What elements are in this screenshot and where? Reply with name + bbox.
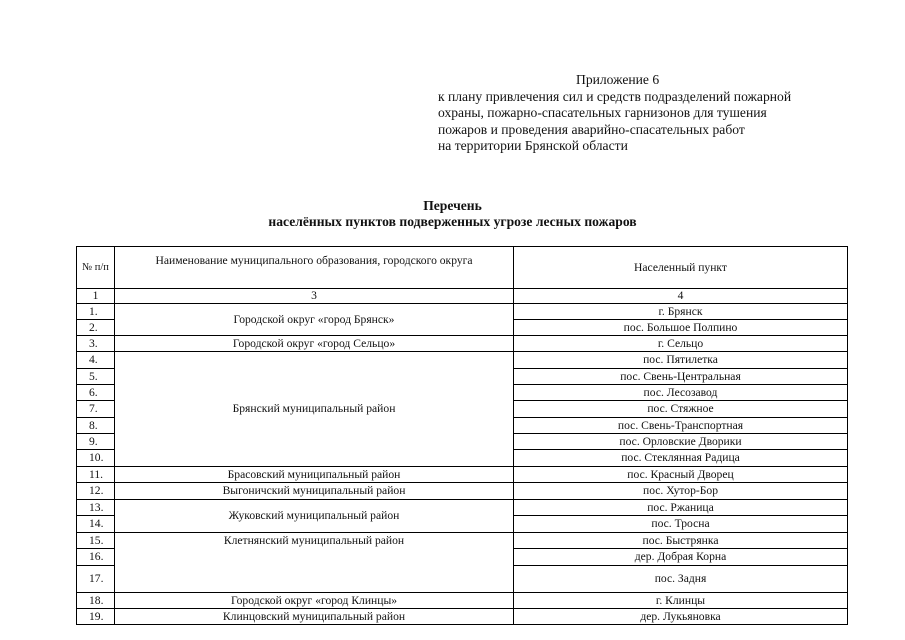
appendix-block (438, 72, 858, 155)
row-number: 6. (77, 385, 115, 401)
settlement-name: г. Сельцо (514, 336, 848, 352)
appendix-line: охраны, пожарно-спасательных гарнизонов для тушения (438, 105, 767, 120)
table-row (77, 533, 848, 549)
row-number: 4. (77, 352, 115, 369)
row-number: 2. (77, 320, 115, 336)
list-subtitle: населённых пунктов подверженных угрозе лесных пожаров (268, 214, 637, 229)
municipality-name: Городской округ «город Клинцы» (115, 593, 514, 609)
appendix-title: Приложение 6 (576, 72, 660, 87)
table-row (77, 593, 848, 609)
settlement-name: г. Клинцы (514, 593, 848, 609)
row-number: 5. (77, 369, 115, 385)
row-number: 18. (77, 593, 115, 609)
table-row (77, 500, 848, 516)
row-number: 9. (77, 434, 115, 450)
settlement-name: пос. Стеклянная Радица (514, 450, 848, 467)
settlement-name: пос. Тросна (514, 516, 848, 533)
list-title: Перечень (423, 198, 482, 213)
row-number: 8. (77, 418, 115, 434)
table-row (77, 467, 848, 483)
settlement-name: пос. Пятилетка (514, 352, 848, 369)
header-settlement: Населенный пункт (514, 247, 848, 289)
column-number-row (77, 289, 848, 304)
settlement-name: пос. Лесозавод (514, 385, 848, 401)
settlement-name: дер. Лукьяновка (514, 609, 848, 625)
municipality-name: Клинцовский муниципальный район (115, 609, 514, 625)
settlement-name: пос. Большое Полпино (514, 320, 848, 336)
appendix-line: к плану привлечения сил и средств подразделений пожарной (438, 88, 792, 104)
row-number: 7. (77, 401, 115, 418)
municipality-name: Брянский муниципальный район (115, 352, 514, 467)
settlement-name: пос. Стяжное (514, 401, 848, 418)
header-name: Наименование муниципального образования, городского округа (115, 247, 514, 289)
row-number: 15. (77, 533, 115, 549)
row-number: 17. (77, 566, 115, 593)
municipality-name: Городской округ «город Сельцо» (115, 336, 514, 352)
row-number: 16. (77, 549, 115, 566)
row-number: 3. (77, 336, 115, 352)
table-row (77, 352, 848, 369)
settlement-name: пос. Красный Дворец (514, 467, 848, 483)
col-number: 3 (115, 289, 514, 304)
appendix-line: на территории Брянской области (438, 138, 628, 153)
municipality-name: Брасовский муниципальный район (115, 467, 514, 483)
row-number: 11. (77, 467, 115, 483)
settlement-name: г. Брянск (514, 304, 848, 320)
col-number: 4 (514, 289, 848, 304)
municipality-name: Городской округ «город Брянск» (115, 304, 514, 336)
settlement-name: пос. Быстрянка (514, 533, 848, 549)
settlement-name: пос. Хутор-Бор (514, 483, 848, 500)
row-number: 19. (77, 609, 115, 625)
col-number: 1 (77, 289, 115, 304)
settlement-name: пос. Ржаница (514, 500, 848, 516)
municipality-name: Жуковский муниципальный район (115, 500, 514, 533)
row-number: 13. (77, 500, 115, 516)
header-num: № п/п (77, 247, 115, 289)
row-number: 10. (77, 450, 115, 467)
row-number: 1. (77, 304, 115, 320)
settlement-name: пос. Задня (514, 566, 848, 593)
settlement-name: дер. Добрая Корна (514, 549, 848, 566)
table-row (77, 304, 848, 320)
table-row (77, 483, 848, 500)
table-header-row (77, 247, 848, 289)
settlement-name: пос. Свень-Центральная (514, 369, 848, 385)
municipality-name: Клетнянский муниципальный район (115, 533, 514, 593)
municipality-name: Выгоничский муниципальный район (115, 483, 514, 500)
table-row (77, 609, 848, 625)
row-number: 14. (77, 516, 115, 533)
settlement-name: пос. Орловские Дворики (514, 434, 848, 450)
settlements-table (76, 246, 848, 625)
appendix-line: пожаров и проведения аварийно-спасательных работ (438, 121, 745, 137)
settlement-name: пос. Свень-Транспортная (514, 418, 848, 434)
row-number: 12. (77, 483, 115, 500)
table-row (77, 336, 848, 352)
